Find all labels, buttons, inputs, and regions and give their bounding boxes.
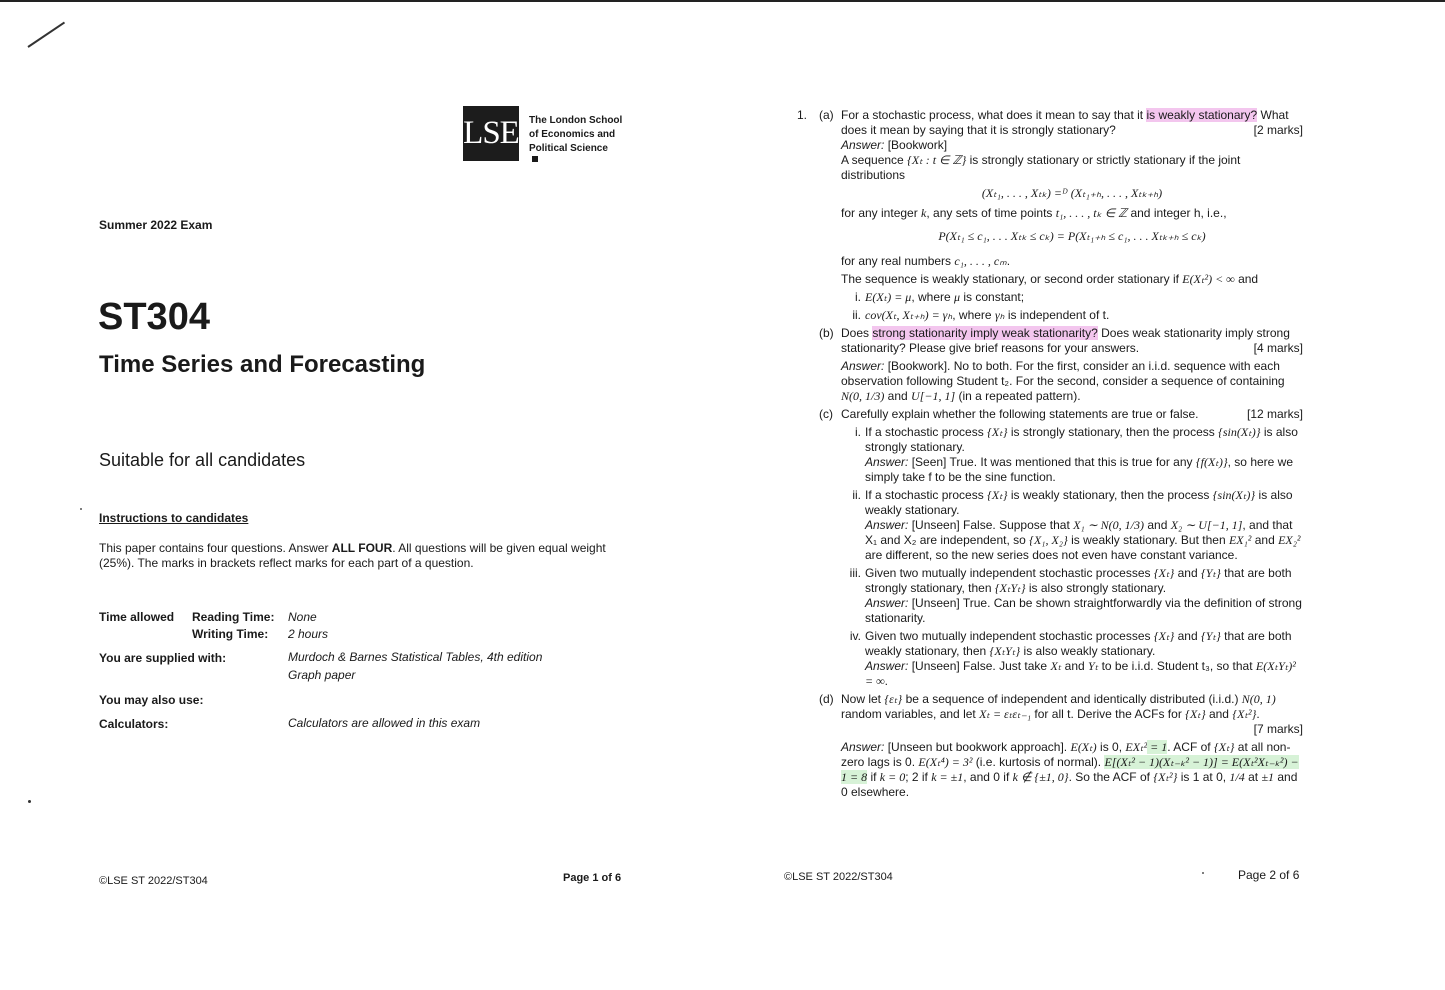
equation: (Xₜ₁, . . . , Xₜₖ) =ᴰ (Xₜ₁₊ₕ, . . . , Xₜₖ₊ₕ)	[981, 186, 1163, 200]
part-body	[841, 692, 1303, 800]
supplied-value-graph: Graph paper	[288, 668, 356, 682]
instructions-text	[99, 541, 629, 571]
paragraph	[841, 153, 1303, 183]
math: E(Xₜ) = μ	[865, 290, 912, 304]
highlight-pink: is weakly stationary?	[1146, 108, 1258, 122]
text: Now let	[841, 692, 885, 706]
math: k	[921, 206, 927, 220]
scan-speck	[80, 508, 82, 510]
wordmark-line-text: Political Science	[529, 143, 608, 154]
part-question	[841, 407, 1303, 422]
exam-session: Summer 2022 Exam	[99, 218, 213, 232]
part-label: (b)	[819, 326, 834, 340]
text: and integer h, i.e.,	[1127, 206, 1227, 220]
answer-label: Answer:	[841, 359, 885, 373]
math: U[−1, 1]	[911, 389, 956, 403]
instructions-emphasis: ALL FOUR	[331, 541, 393, 555]
part-label: (d)	[819, 692, 834, 706]
math: E(Xₜ)	[1070, 740, 1097, 754]
answer-label: Answer:	[841, 138, 885, 152]
course-code: ST304	[98, 296, 210, 338]
text: be a sequence of independent and identically distributed (i.i.d.)	[902, 692, 1242, 706]
wordmark-line: The London School	[529, 115, 623, 126]
math: {XₜYₜ}	[994, 581, 1026, 595]
text: (i.e. kurtosis of normal).	[972, 755, 1105, 769]
text: and	[1061, 659, 1089, 673]
instructions-part: This paper contains four questions. Answer	[99, 541, 332, 555]
footer-right-page: Page 2 of 6	[1238, 868, 1300, 882]
suitability: Suitable for all candidates	[99, 450, 306, 470]
math: {Xₜ}	[1153, 629, 1175, 643]
text: is also weakly stationary.	[865, 488, 1293, 517]
answer-label: Answer:	[865, 596, 909, 610]
reading-time-label: Reading Time:	[192, 610, 275, 624]
text: , and 0 if	[963, 770, 1013, 784]
math: cov(Xₜ, Xₜ₊ₕ) = γₕ	[865, 308, 953, 322]
part-question	[841, 108, 1303, 138]
math: N(0, 1)	[1241, 692, 1276, 706]
math: Xₜ = εₜεₜ₋₁	[979, 707, 1032, 721]
part-b	[797, 326, 1303, 404]
text: Given two mutually independent stochastic processes	[865, 629, 1154, 643]
math: Xₜ	[1050, 659, 1062, 673]
instructions-part: . All questions will be given equal weight (25%). The marks in brackets reflect marks for each part of a question.	[99, 541, 606, 570]
marks: [2 marks]	[1253, 123, 1303, 137]
marks-line	[841, 722, 1303, 737]
text: Given two mutually independent stochastic processes	[865, 566, 1154, 580]
text: [Unseen] False. Suppose that	[908, 518, 1074, 532]
text: and	[884, 389, 912, 403]
text: and	[1144, 518, 1171, 532]
text: and	[1174, 629, 1201, 643]
math: Yₜ	[1088, 659, 1099, 673]
supplied-value-tables: Murdoch & Barnes Statistical Tables, 4th edition	[288, 650, 543, 664]
text: , where	[911, 290, 954, 304]
text: is 1 at 0,	[1177, 770, 1230, 784]
wordmark-line	[529, 142, 622, 162]
lse-logo	[463, 106, 519, 161]
time-allowed-label: Time allowed	[99, 610, 175, 624]
math: {sin(Xₜ)}	[1212, 488, 1256, 502]
item-label: iv.	[849, 629, 861, 643]
math: μ	[954, 290, 961, 304]
text: for all t. Derive the ACFs for	[1031, 707, 1186, 721]
paragraph	[841, 254, 1303, 269]
list-item	[797, 629, 1303, 689]
item-label: ii.	[852, 488, 861, 502]
text: is strongly stationary or strictly stationary if the joint distributions	[841, 153, 1241, 182]
text: Carefully explain whether the following statements are true or false.	[841, 407, 1199, 421]
text: is weakly stationary, then the process	[1007, 488, 1213, 502]
math: 1/4	[1229, 770, 1245, 784]
item-label: ii.	[852, 308, 861, 322]
lse-logo-text: LSE	[463, 115, 519, 151]
item-label: i.	[855, 425, 861, 439]
text: .	[1256, 707, 1260, 721]
text: is strongly stationary, then the process	[1007, 425, 1219, 439]
math: γₕ	[994, 308, 1005, 322]
equation: P(Xₜ₁ ≤ c₁, . . . Xₜₖ ≤ cₖ) = P(Xₜ₁₊ₕ ≤ c₁, . . . Xₜₖ₊ₕ ≤ cₖ)	[938, 229, 1206, 243]
course-title: Time Series and Forecasting	[99, 351, 426, 378]
math: {f(Xₜ)}	[1195, 455, 1228, 469]
text: at	[1244, 770, 1262, 784]
text: if	[867, 770, 880, 784]
answer-label: Answer:	[841, 740, 885, 754]
text: [Unseen] False. Just take	[908, 659, 1051, 673]
math: {Xₜ}	[1185, 707, 1206, 721]
math: {Xₜ}	[987, 425, 1008, 439]
text: ; 2 if	[905, 770, 932, 784]
text: and 0 elsewhere.	[841, 770, 1298, 799]
text: A sequence	[841, 153, 908, 167]
pen-mark	[27, 22, 65, 48]
text: for any real numbers	[841, 254, 955, 268]
text: random variables, and let	[841, 707, 980, 721]
marks: [12 marks]	[1246, 407, 1303, 421]
list-item	[797, 488, 1303, 563]
footer-right-copyright: ©LSE ST 2022/ST304	[784, 871, 893, 883]
list-item	[797, 308, 1303, 323]
math: k = 0	[879, 770, 906, 784]
text: and	[1251, 533, 1279, 547]
math: EX₂²	[1278, 533, 1301, 547]
text: at all non-zero lags is 0.	[841, 740, 1291, 769]
text: If a stochastic process	[865, 488, 988, 502]
list-item	[797, 566, 1303, 626]
writing-time-label: Writing Time:	[192, 627, 269, 641]
text: The sequence is weakly stationary, or second order stationary if	[841, 272, 1183, 286]
scan-speck	[1202, 872, 1204, 874]
marks: [7 marks]	[1253, 722, 1303, 736]
part-question	[841, 326, 1303, 356]
math: E(XₜYₜ)² = ∞	[865, 659, 1296, 688]
text: , any sets of time points	[926, 206, 1056, 220]
text: is also strongly stationary.	[865, 425, 1298, 454]
math: {Yₜ}	[1201, 566, 1221, 580]
part-d	[797, 692, 1303, 800]
text: Does	[841, 326, 873, 340]
answer-label: Answer:	[865, 659, 909, 673]
answer-label: Answer:	[865, 518, 909, 532]
footer-left-page: Page 1 of 6	[563, 872, 622, 884]
item-label: i.	[855, 290, 861, 304]
paragraph	[841, 272, 1303, 287]
text: (in a repeated pattern).	[955, 389, 1081, 403]
item-label: iii.	[849, 566, 861, 580]
text: that are both weakly stationary, then	[865, 629, 1292, 658]
text: is independent of t.	[1004, 308, 1110, 322]
math: X₂ ∼ U[−1, 1]	[1170, 518, 1243, 532]
scan-speck	[28, 800, 31, 803]
text: For a stochastic process, what does it mean to say that it	[841, 108, 1147, 122]
math: X₁ ∼ N(0, 1/3)	[1073, 518, 1145, 532]
text: If a stochastic process	[865, 425, 988, 439]
math: {X₁, X₂}	[1029, 533, 1068, 547]
answer	[841, 359, 1303, 404]
part-c	[797, 407, 1303, 689]
marks: [4 marks]	[1253, 341, 1303, 355]
part-body	[841, 108, 1303, 323]
answer-line	[841, 138, 1303, 153]
text: [Seen] True. It was mentioned that this is true for any	[908, 455, 1196, 469]
text: . ACF of	[1167, 740, 1214, 754]
calculators-label: Calculators:	[99, 717, 169, 731]
math: N(0, 1/3)	[841, 389, 885, 403]
math: {Xₜ²}	[1232, 707, 1257, 721]
calculators-value: Calculators are allowed in this exam	[288, 716, 481, 730]
text: that are both strongly stationary, then	[865, 566, 1292, 595]
text: and	[1234, 272, 1259, 286]
list-item	[797, 425, 1303, 485]
text: Does weak stationarity imply strong stationarity? Please give brief reasons for your answers.	[841, 326, 1290, 355]
math: EXₜ²	[1125, 740, 1148, 754]
text: is also strongly stationary.	[1025, 581, 1167, 595]
writing-time-value: 2 hours	[288, 627, 329, 641]
math: {εₜ}	[884, 692, 903, 706]
text: [Unseen] True. Can be shown straightforwardly via the definition of strong stationarity.	[865, 596, 1302, 625]
math: c₁, . . . , cₘ	[954, 254, 1007, 268]
instructions-heading: Instructions to candidates	[99, 511, 249, 525]
text: to be i.i.d. Student t₃, so that	[1098, 659, 1256, 673]
square-mark-icon	[532, 156, 538, 162]
text: [Bookwork]	[884, 138, 948, 152]
part-label: (a)	[819, 108, 834, 122]
text: , where	[952, 308, 995, 322]
math: ±1	[1261, 770, 1275, 784]
question-number: 1.	[797, 108, 808, 122]
reading-time-value: None	[288, 610, 317, 624]
text: , so here we simply take f to be the sine function.	[865, 455, 1294, 484]
paragraph	[841, 206, 1303, 221]
wordmark-line: of Economics and	[529, 129, 616, 140]
answer-label: Answer:	[865, 455, 909, 469]
text: are different, so the new series does not even have constant variance.	[865, 548, 1238, 562]
math: E(Xₜ²) < ∞	[1182, 272, 1235, 286]
math: {Yₜ}	[1201, 629, 1221, 643]
question-1	[797, 108, 1303, 800]
math: {XₜYₜ}	[989, 644, 1021, 658]
math: EX₁²	[1228, 533, 1252, 547]
math: E(Xₜ⁴) = 3²	[918, 755, 973, 769]
part-question	[841, 692, 1303, 722]
text: What does it mean by saying that it is strongly stationary?	[841, 108, 1289, 137]
text: .	[884, 674, 888, 688]
math: k ∉ {±1, 0}	[1012, 770, 1069, 784]
highlight-pink: strong stationarity imply weak stationarity?	[872, 326, 1098, 340]
scan-top-edge	[0, 0, 1445, 2]
may-use-label: You may also use:	[99, 693, 204, 707]
text: and	[1174, 566, 1201, 580]
math: t₁, . . . , tₖ ∈ ℤ	[1055, 206, 1128, 220]
footer-left-copyright: ©LSE ST 2022/ST304	[99, 875, 208, 887]
math: {Xₜ²}	[1153, 770, 1178, 784]
text: is constant;	[960, 290, 1025, 304]
text: . So the ACF of	[1068, 770, 1154, 784]
lse-wordmark	[529, 114, 622, 162]
text: is also weakly stationary.	[1020, 644, 1156, 658]
text: [Bookwork]. No to both. For the first, consider an i.i.d. sequence with each observation following Student t₂. For the second, consider a sequence of containing	[841, 359, 1285, 388]
text: is 0,	[1096, 740, 1126, 754]
highlight-green: = 1	[1147, 740, 1168, 754]
part-body	[841, 407, 1303, 689]
text: , and that X₁ and X₂ are independent, so	[865, 518, 1293, 547]
part-label: (c)	[819, 407, 833, 421]
text: [Unseen but bookwork approach].	[884, 740, 1071, 754]
text: for any integer	[841, 206, 922, 220]
math: {Xₜ}	[987, 488, 1008, 502]
math: {Xₜ : t ∈ ℤ}	[907, 153, 967, 167]
math: {Xₜ}	[1213, 740, 1235, 754]
supplied-label: You are supplied with:	[99, 651, 227, 665]
math: k = ±1	[931, 770, 964, 784]
list-item	[797, 290, 1303, 305]
text: is weakly stationary. But then	[1067, 533, 1229, 547]
part-body	[841, 326, 1303, 404]
highlight-green: E[(Xₜ² − 1)(Xₜ₋ₖ² − 1)] = E(Xₜ²Xₜ₋ₖ²) − 1 = 8	[841, 755, 1299, 784]
part-a	[797, 108, 1303, 323]
text: .	[1006, 254, 1011, 268]
answer	[841, 740, 1303, 800]
math: {Xₜ}	[1153, 566, 1175, 580]
math: {sin(Xₜ)}	[1218, 425, 1261, 439]
text: and	[1205, 707, 1233, 721]
